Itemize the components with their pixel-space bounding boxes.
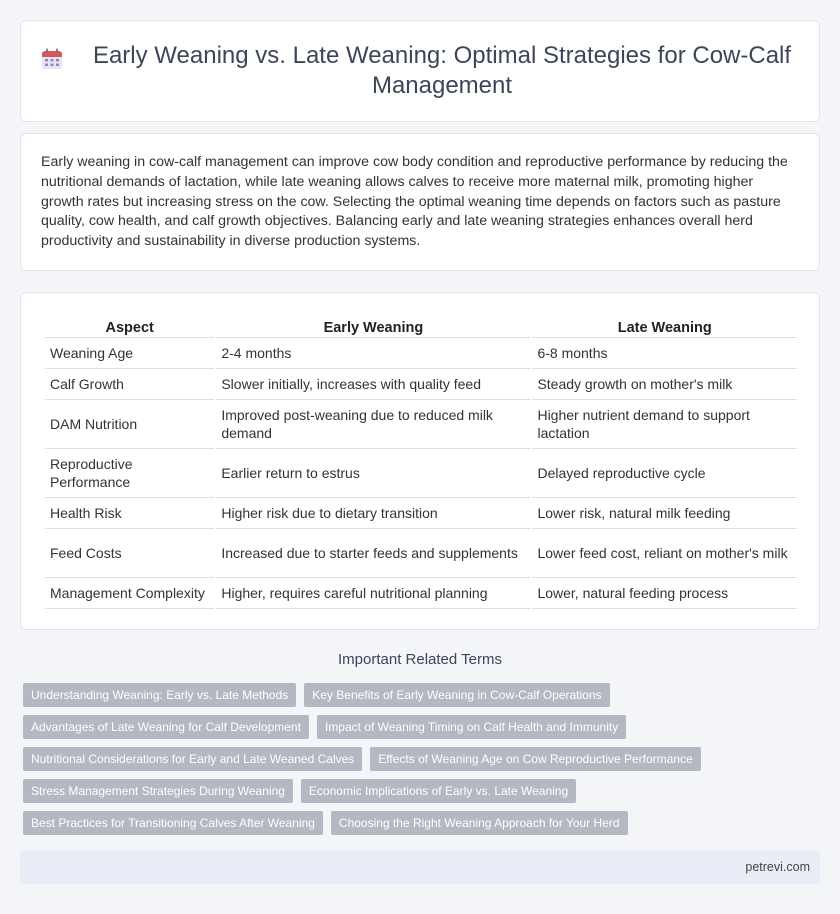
table-cell: Higher, requires careful nutritional planning bbox=[216, 577, 530, 609]
comparison-card bbox=[20, 292, 820, 630]
table-cell: Lower, natural feeding process bbox=[532, 577, 797, 609]
table-row bbox=[45, 448, 797, 497]
table-cell: Increased due to starter feeds and supplements bbox=[216, 528, 530, 577]
intro-paragraph: Early weaning in cow-calf management can improve cow body condition and reproductive performance by reducing the nutritional demands of lactation, while late weaning allows calves to receive more maternal milk, promoting higher growth rates but increasing stress on the cow. Selecting the optimal weaning time depends on factors such as pasture quality, cow health, and calf growth objectives. Balancing early and late weaning strategies enhances overall herd productivity and sustainability in diverse production systems. bbox=[41, 154, 788, 250]
table-header-row bbox=[45, 313, 797, 337]
table-cell: Feed Costs bbox=[45, 528, 214, 577]
related-term-tag[interactable]: Key Benefits of Early Weaning in Cow-Calf Operations bbox=[304, 683, 609, 707]
related-term-tag[interactable]: Economic Implications of Early vs. Late Weaning bbox=[301, 779, 576, 803]
calendar-icon bbox=[40, 47, 64, 71]
column-header: Aspect bbox=[105, 320, 154, 336]
related-term-tag[interactable]: Advantages of Late Weaning for Calf Development bbox=[23, 715, 309, 739]
related-term-tag[interactable]: Understanding Weaning: Early vs. Late Methods bbox=[23, 683, 296, 707]
related-term-tag[interactable]: Effects of Weaning Age on Cow Reproductive Performance bbox=[370, 747, 700, 771]
table-cell: Weaning Age bbox=[45, 337, 214, 368]
related-term-tag[interactable]: Impact of Weaning Timing on Calf Health and Immunity bbox=[317, 715, 626, 739]
table-cell: Higher nutrient demand to support lactation bbox=[532, 399, 797, 448]
column-header: Early Weaning bbox=[323, 320, 424, 336]
table-cell: Improved post-weaning due to reduced milk demand bbox=[216, 399, 530, 448]
table-row bbox=[45, 368, 797, 399]
table-cell: Higher risk due to dietary transition bbox=[216, 497, 530, 528]
table-row bbox=[45, 528, 797, 577]
table-cell: Lower feed cost, reliant on mother's milk bbox=[532, 528, 797, 577]
title-card bbox=[20, 20, 820, 122]
related-terms-heading: Important Related Terms bbox=[338, 651, 502, 668]
table-row bbox=[45, 577, 797, 609]
page-title: Early Weaning vs. Late Weaning: Optimal Strategies for Cow-Calf Management bbox=[92, 42, 792, 99]
table-cell: Steady growth on mother's milk bbox=[532, 368, 797, 399]
table-cell: Earlier return to estrus bbox=[216, 448, 530, 497]
table-row bbox=[45, 337, 797, 368]
related-terms-list bbox=[23, 683, 723, 843]
table-cell: Lower risk, natural milk feeding bbox=[532, 497, 797, 528]
comparison-table bbox=[43, 313, 799, 609]
table-cell: 6-8 months bbox=[532, 337, 797, 368]
intro-card bbox=[20, 133, 820, 271]
footer bbox=[20, 850, 820, 884]
table-row bbox=[45, 399, 797, 448]
table-cell: Slower initially, increases with quality feed bbox=[216, 368, 530, 399]
related-term-tag[interactable]: Stress Management Strategies During Weaning bbox=[23, 779, 293, 803]
column-header: Late Weaning bbox=[617, 320, 712, 336]
table-cell: Reproductive Performance bbox=[45, 448, 214, 497]
table-cell: Delayed reproductive cycle bbox=[532, 448, 797, 497]
table-cell: Health Risk bbox=[45, 497, 214, 528]
table-row bbox=[45, 497, 797, 528]
table-cell: Calf Growth bbox=[45, 368, 214, 399]
table-cell: Management Complexity bbox=[45, 577, 214, 609]
related-term-tag[interactable]: Nutritional Considerations for Early and Late Weaned Calves bbox=[23, 747, 362, 771]
related-term-tag[interactable]: Choosing the Right Weaning Approach for Your Herd bbox=[331, 811, 628, 835]
table-cell: DAM Nutrition bbox=[45, 399, 214, 448]
related-term-tag[interactable]: Best Practices for Transitioning Calves After Weaning bbox=[23, 811, 323, 835]
footer-site-link[interactable]: petrevi.com bbox=[745, 860, 810, 874]
table-cell: 2-4 months bbox=[216, 337, 530, 368]
